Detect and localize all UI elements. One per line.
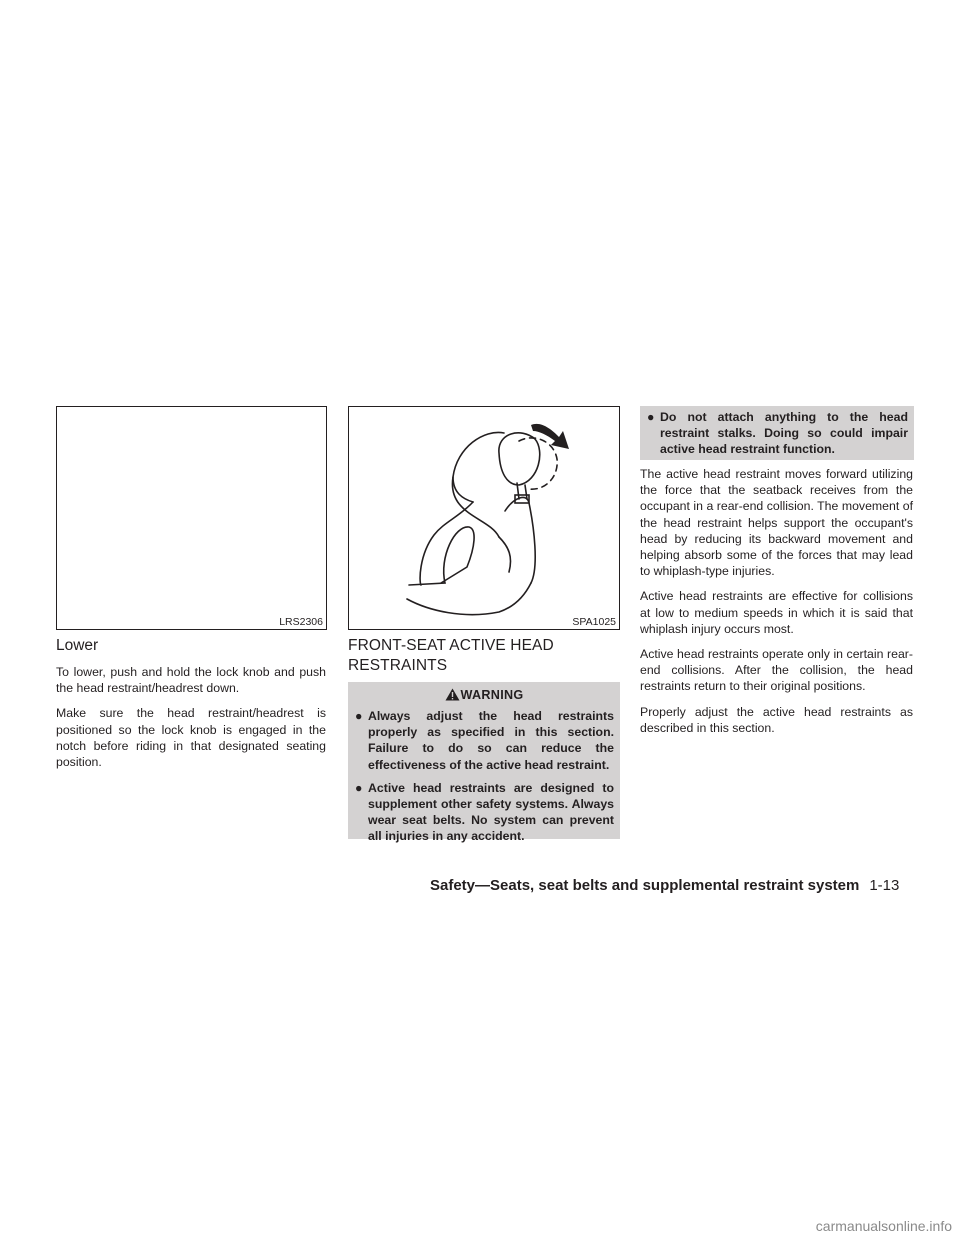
head-restraint-illustration: [349, 407, 619, 629]
warning-label: WARNING: [460, 688, 524, 702]
bullet: ●: [355, 709, 363, 723]
warning-triangle-icon: [445, 688, 460, 701]
page-footer: [430, 877, 920, 894]
right-column-text: [640, 466, 913, 736]
warning-item-text: Active head restraints are designed to supplement other safety systems. Always wear seat belts. No system can prevent all injuries in any accident.: [368, 780, 614, 844]
warning-item: [640, 409, 914, 458]
warning-title: [348, 682, 620, 704]
warning-item: [348, 708, 620, 773]
occupant-body: [420, 502, 473, 585]
paragraph: Properly adjust the active head restraints as described in this section.: [640, 704, 913, 735]
section-title-line2: RESTRAINTS: [348, 657, 448, 674]
section-heading: [348, 636, 620, 676]
section-title: [348, 636, 620, 676]
bullet: ●: [355, 780, 363, 795]
section-title-line1: FRONT-SEAT ACTIVE HEAD: [348, 637, 554, 654]
paragraph: The active head restraint moves forward utilizing the force that the seatback receives from the occupant in a rear-end collision. The movement of the head restraint helps support the occupant's head by reducing its backward movement and helping absorb some of the forces that may lead to whiplash-type injuries.: [640, 467, 913, 579]
warning-item-text: Always adjust the head restraints properly as specified in this section. Failure to do so can reduce the effectiveness of the active head restraint.: [368, 709, 614, 772]
warning-item: [348, 780, 620, 845]
figure-code: SPA1025: [572, 616, 616, 628]
paragraph: Active head restraints are effective for collisions at low to medium speeds in which it is said that whiplash injury occurs most.: [640, 589, 913, 636]
occupant-head: [452, 432, 504, 537]
figure-code: LRS2306: [279, 616, 323, 628]
occupant-arm: [409, 527, 474, 585]
warning-box: [348, 682, 620, 844]
page-number: 1-13: [869, 877, 900, 894]
paragraph: Active head restraints operate only in certain rear-end collisions. After the collision, the head restraints return to their original positions.: [640, 647, 913, 694]
warning-box-continued: [640, 406, 914, 460]
warning-item-text: Do not attach anything to the head restraint stalks. Doing so could impair active head restraint function.: [660, 410, 908, 457]
lower-figure: [56, 406, 327, 630]
footer-section-title: Safety—Seats, seat belts and supplemental restraint system: [430, 877, 860, 894]
paragraph: To lower, push and hold the lock knob and push the head restraint/headrest down.: [56, 665, 326, 696]
active-head-restraint-figure: [348, 406, 620, 630]
left-column-text: [56, 637, 326, 770]
lower-heading: Lower: [56, 637, 99, 654]
watermark: carmanualsonline.info: [815, 1218, 952, 1234]
paragraph: Make sure the head restraint/headrest is positioned so the lock knob is engaged in the notch before riding in that designated seating position.: [56, 706, 326, 770]
bullet: ●: [647, 410, 655, 424]
